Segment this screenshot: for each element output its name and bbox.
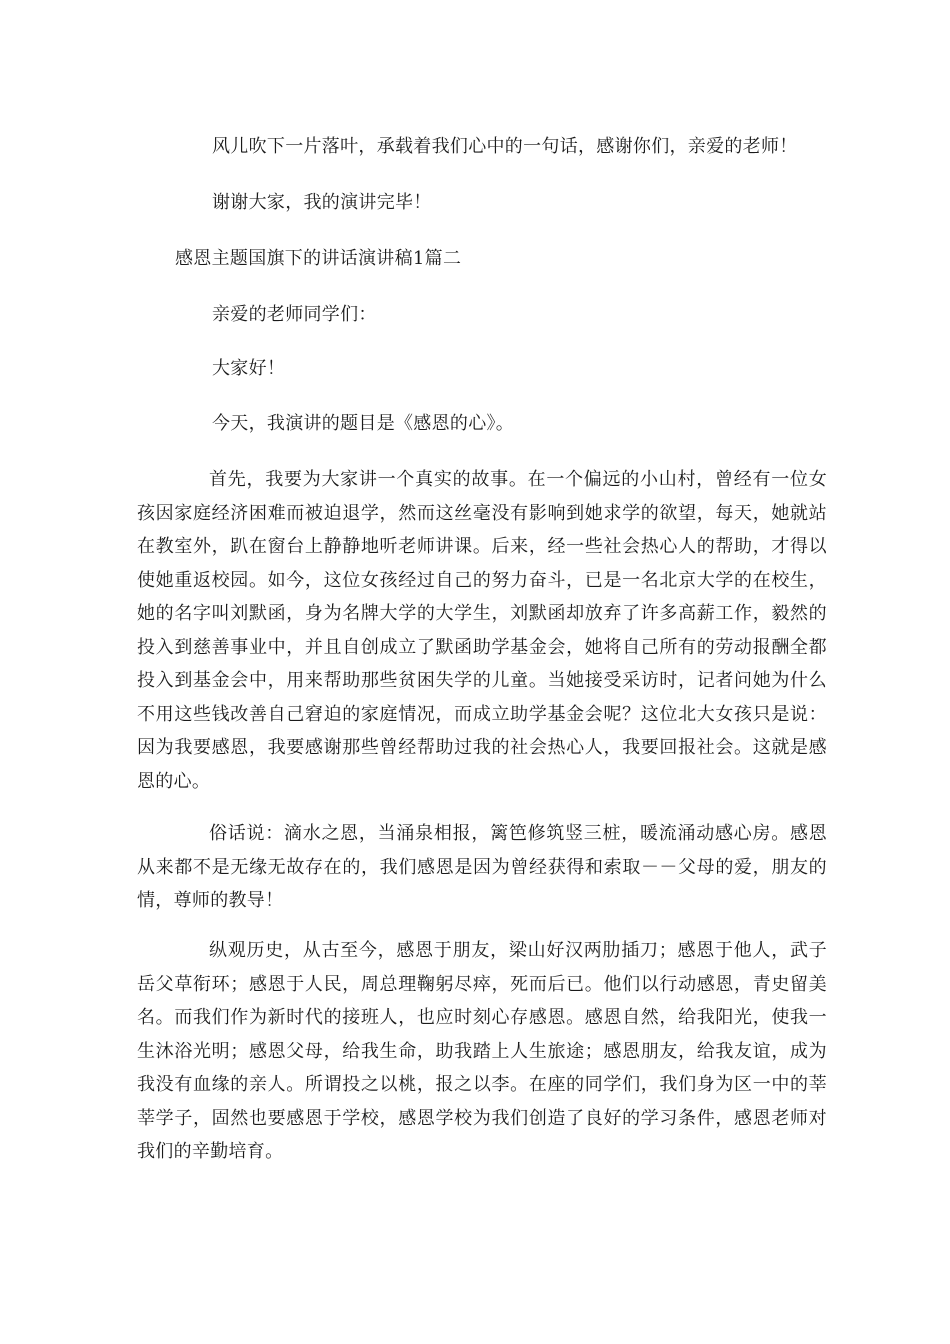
thanks-line: 谢谢大家，我的演讲完毕！ bbox=[212, 192, 432, 213]
history-paragraph: 纵观历史，从古至今，感恩于朋友，梁山好汉两肋插刀；感恩于他人，武子岳父草衔环；感恩于人民，周总理鞠躬尽瘁，死而后已。他们以行动感恩，青史留美名。而我们作为新时代的接班人，也应时刻心存感恩。感恩自然，给我阳光，使我一生沐浴光明；感恩父母，给我生命，助我踏上人生旅途；感恩朋友，给我友谊，成为我没有血缘的亲人。所谓投之以桃，报之以李。在座的同学们，我们身为区一中的莘莘学子，固然也要感恩于学校，感恩学校为我们创造了良好的学习条件，感恩老师对我们的辛勤培育。 bbox=[137, 940, 827, 1162]
closing-line: 风儿吹下一片落叶，承载着我们心中的一句话，感谢你们，亲爱的老师！ bbox=[212, 136, 798, 157]
greeting: 大家好！ bbox=[212, 358, 286, 379]
section-title: 感恩主题国旗下的讲话演讲稿1篇二 bbox=[175, 248, 462, 269]
story-paragraph: 首先，我要为大家讲一个真实的故事。在一个偏远的小山村，曾经有一位女孩因家庭经济困难而被迫退学，然而这丝毫没有影响到她求学的欲望，每天，她就站在教室外，趴在窗台上静静地听老师讲课。后来，经一些社会热心人的帮助，才得以使她重返校园。如今，这位女孩经过自己的努力奋斗，已是一名北京大学的在校生，她的名字叫刘默函，身为名牌大学的大学生，刘默函却放弃了许多高薪工作，毅然的投入到慈善事业中，并且自创成立了默函助学基金会，她将自己所有的劳动报酬全都投入到基金会中，用来帮助那些贫困失学的儿童。当她接受采访时，记者问她为什么不用这些钱改善自己窘迫的家庭情况，而成立助学基金会呢？这位北大女孩只是说：因为我要感恩，我要感谢那些曾经帮助过我的社会热心人，我要回报社会。这就是感恩的心。 bbox=[137, 469, 827, 792]
topic-line: 今天，我演讲的题目是《感恩的心》。 bbox=[212, 413, 515, 434]
proverb-paragraph: 俗话说：滴水之恩，当涌泉相报，篱笆修筑竖三桩，暖流涌动感心房。感恩从来都不是无缘无故存在的，我们感恩是因为曾经获得和索取－－父母的爱，朋友的情，尊师的教导！ bbox=[137, 823, 827, 911]
salutation: 亲爱的老师同学们： bbox=[212, 304, 377, 325]
